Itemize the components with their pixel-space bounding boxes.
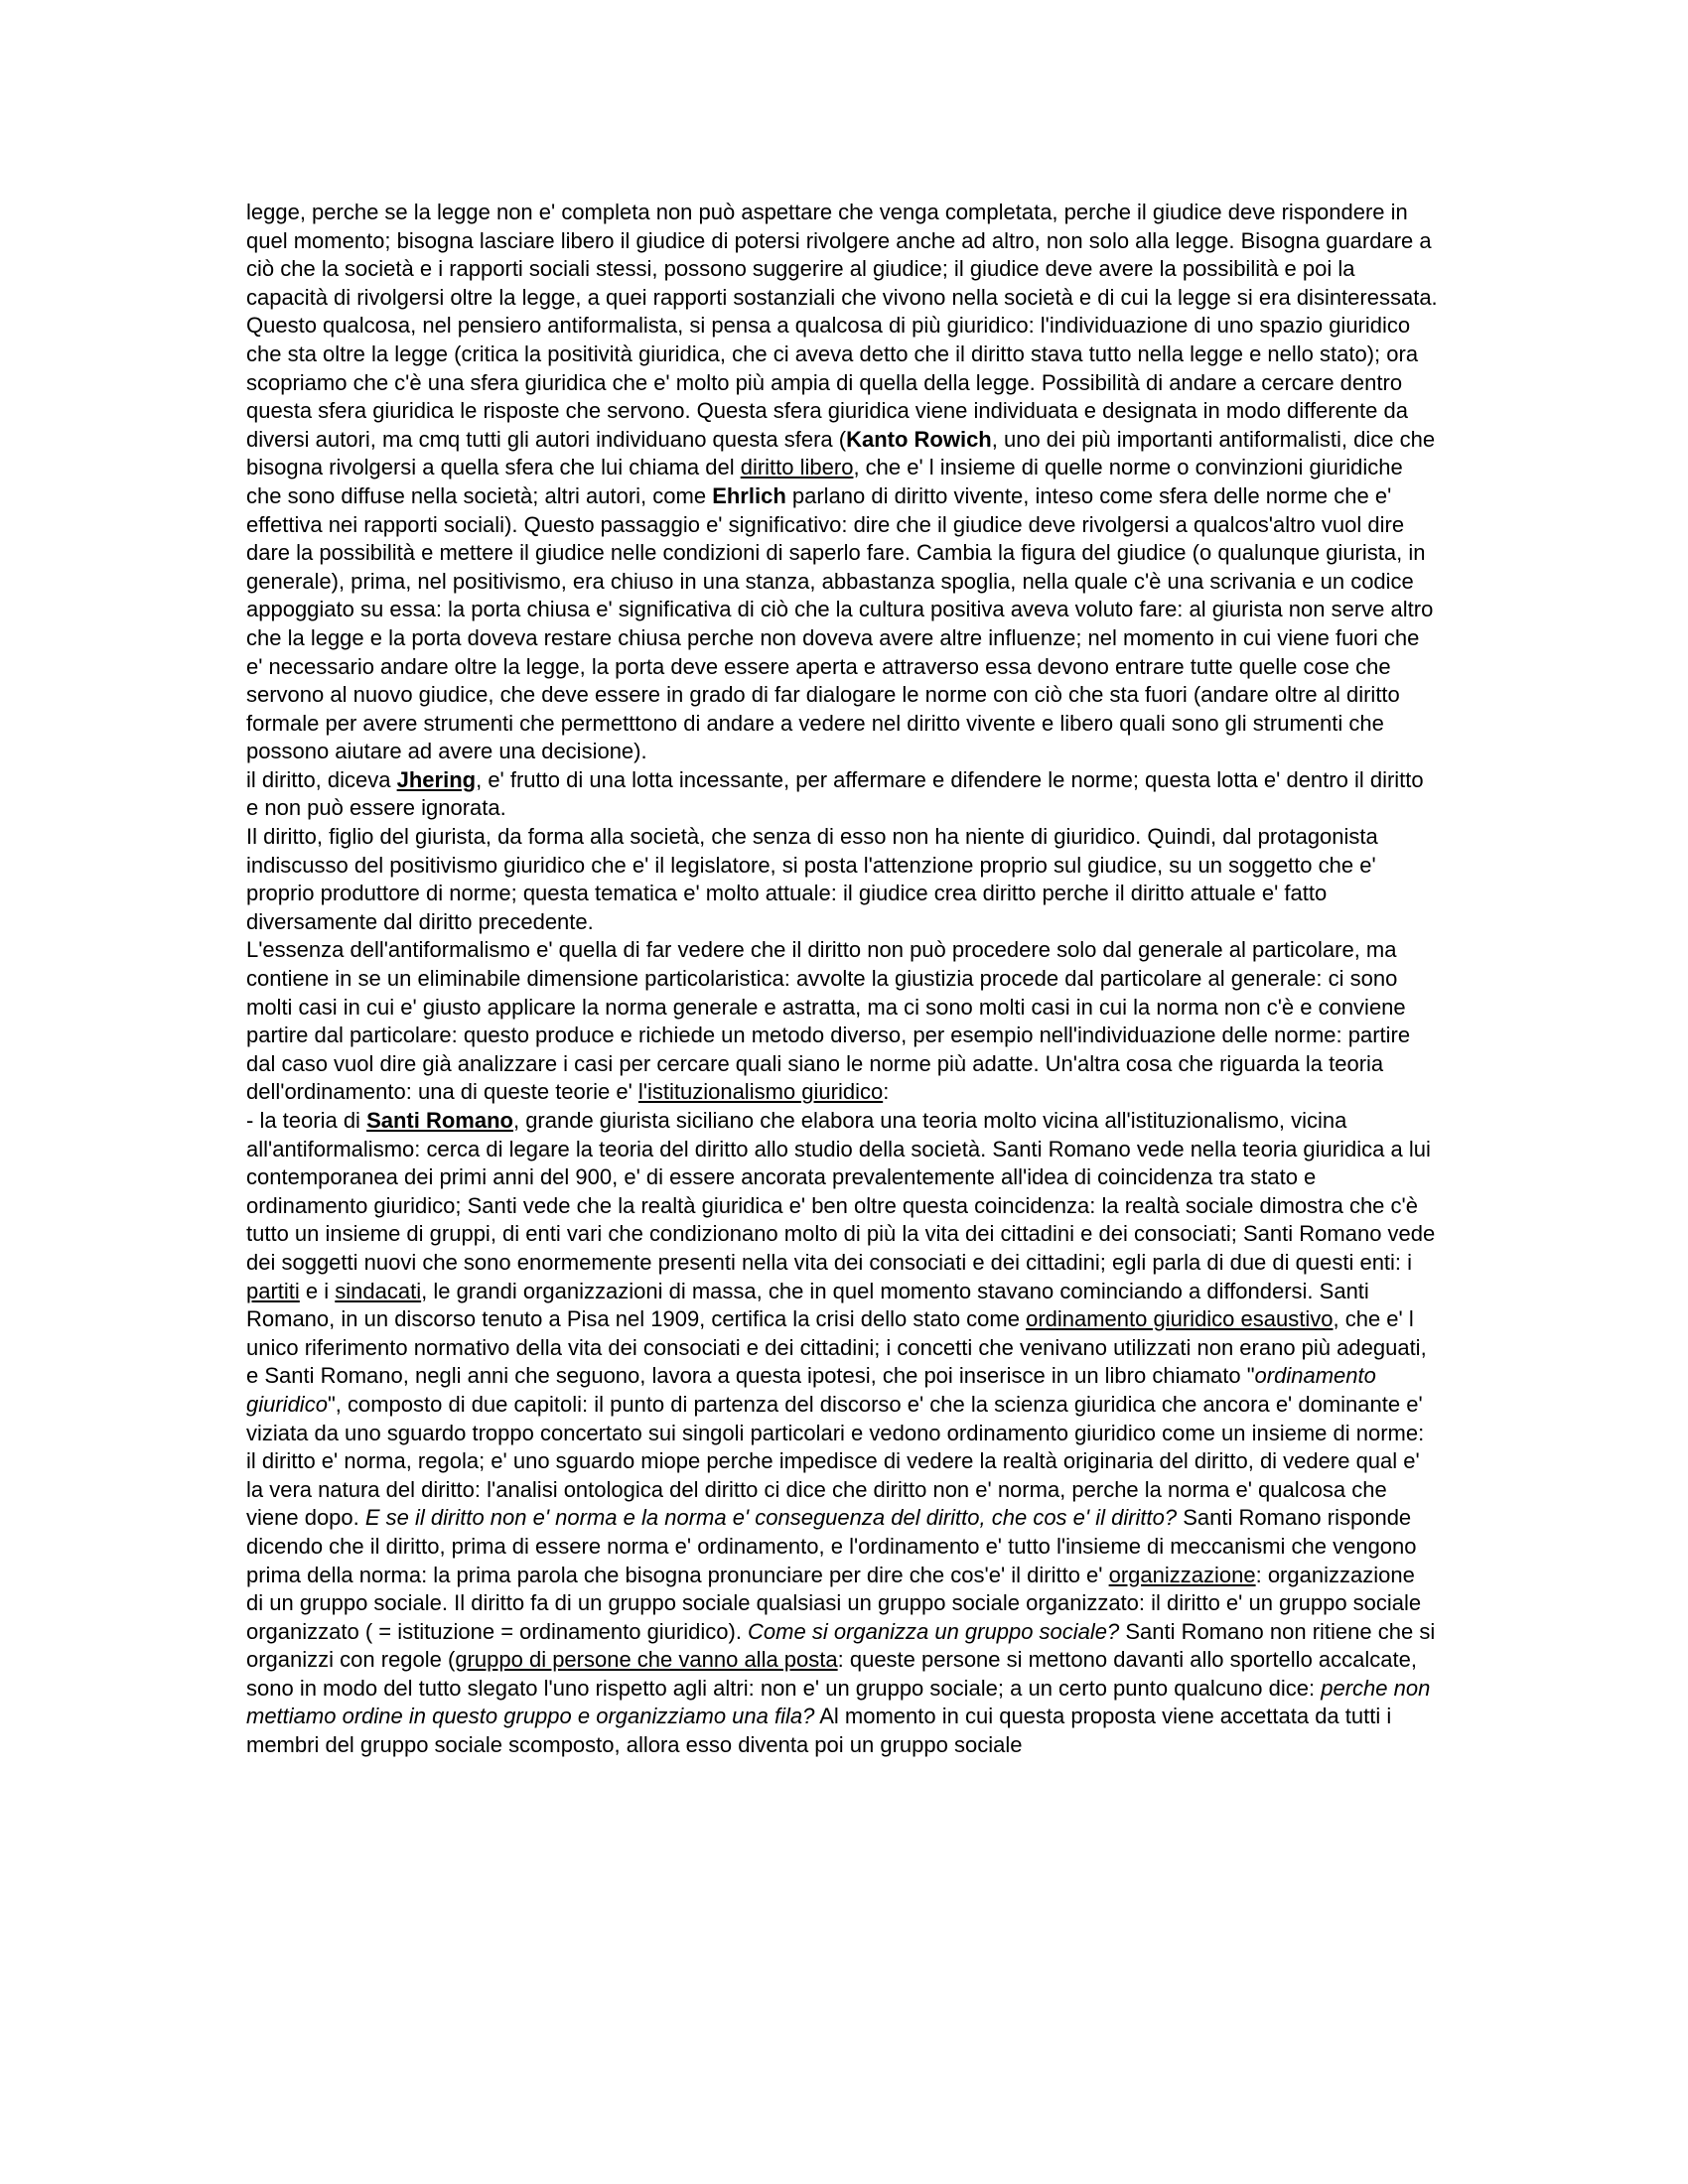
text-run: - la teoria di <box>246 1108 367 1133</box>
text-run: , che e' l unico riferimento normativo della vita dei consociati e dei cittadini; i concetti che venivano utilizzati non erano più adeguati, e Santi Romano, negli anni che seguono, lavora a questa ipotesi, che poi inserisce in un libro chiamato " <box>246 1306 1427 1389</box>
text-run: , grande giurista siciliano che elabora una teoria molto vicina all'istituzionalismo, vicina all'antiformalismo: cerca di legare la teoria del diritto allo studio della società. Santi Romano vede nella teoria giuridica a lui contemporanea dei primi anni del 900, e' di essere ancorata prevalentemente all'idea di coincidenza tra stato e ordinamento giuridico; Santi vede che la realtà giuridica e' ben oltre questa coincidenza: la realtà sociale dimostra che c'è tutto un insieme di gruppi, di enti vari che condizionano molto di più la vita dei cittadini e dei consociati; Santi Romano vede dei soggetti nuovi che sono enormemente presenti nella vita dei consociati e dei cittadini; egli parla di due di questi enti: i <box>246 1108 1436 1275</box>
bold-text-run: Ehrlich <box>712 482 786 508</box>
text-run: , le grandi organizzazioni di massa, che in quel momento stavano cominciando a diffondersi. Santi Romano, in un discorso tenuto a Pisa nel 1909, certifica la crisi dello stato come <box>246 1278 1369 1332</box>
text-run: , uno dei più importanti antiformalisti, dice che bisogna rivolgersi a quella sfera che lui chiama del <box>246 426 1436 480</box>
bold-text-run: Kanto Rowich <box>846 426 992 452</box>
text-run: legge, perche se la legge non e' completa non può aspettare che venga completata, perche il giudice deve rispondere in quel momento; bisogna lasciare libero il giudice di potersi rivolgere anche ad altro, non solo alla legge. Bisogna guardare a ciò che la società e i rapporti sociali stessi, possono suggerire al giudice; il giudice deve avere la possibilità e poi la capacità di rivolgersi oltre la legge, a quei rapporti sostanziali che vivono nella società e di cui la legge si era disinteressata. Questo qualcosa, nel pensiero antiformalista, si pensa a qualcosa di più giuridico: l'individuazione di uno spazio giuridico che sta oltre la legge (critica la positività giuridica, che ci aveva detto che il diritto stava tutto nella legge e nello stato); ora scopriamo che c'è una sfera giuridica che e' molto più ampia di quella della legge. Possibilità di andare a cercare dentro questa sfera giuridica le risposte che servono. Questa sfera giuridica viene individuata e designata in modo differente da diversi autori, ma cmq tutti gli autori individuano questa sfera ( <box>246 200 1438 452</box>
underlined-text-run: diritto libero <box>740 455 854 480</box>
paragraph <box>246 823 1438 936</box>
bold-text-run: Jhering <box>396 766 477 792</box>
text-run: parlano di diritto vivente, inteso come sfera delle norme che e' effettiva nei rapporti sociali). Questo passaggio e' significativo: dire che il giudice deve rivolgersi a qualcos'altro vuol dire dare la possibilità e mettere il giudice nelle condizioni di saperlo fare. Cambia la figura del giudice (o qualunque giurista, in generale), prima, nel positivismo, era chiuso in una stanza, abbastanza spoglia, nella quale c'è una scrivania e un codice appoggiato su essa: la porta chiusa e' significativa di ciò che la cultura positiva aveva voluto fare: al giurista non serve altro che la legge e la porta doveva restare chiusa perche non doveva avere altre influenze; nel momento in cui viene fuori che e' necessario andare oltre la legge, la porta deve essere aperta e attraverso essa devono entrare tutte quelle cose che servono al nuovo giudice, che deve essere in grado di far dialogare le norme con ciò che sta fuori (andare oltre al diritto formale per avere strumenti che permetttono di andare a vedere nel diritto vivente e libero quali sono gli strumenti che possono aiutare ad avere una decisione). <box>246 482 1434 764</box>
text-run: ", composto di due capitoli: il punto di partenza del discorso e' che la scienza giuridica che ancora e' dominante e' viziata da uno sguardo troppo concertato sui singoli particolari e vedono ordinamento giuridico come un insieme di norme: il diritto e' norma, regola; e' uno sguardo miope perche impedisce di vedere la realtà originaria del diritto, di vedere qual e' la vera natura del diritto: l'analisi ontologica del diritto ci dice che diritto non e' norma, perche la norma e' qualcosa che viene dopo. <box>246 1391 1425 1531</box>
text-run: Santi Romano risponde dicendo che il diritto, prima di essere norma e' ordinamento, e l'ordinamento e' tutto l'insieme di meccanismi che vengono prima della norma: la prima parola che bisogna pronunciare per dire che cos'e' il diritto e' <box>246 1505 1417 1587</box>
text-run: L'essenza dell'antiformalismo e' quella di far vedere che il diritto non può procedere solo dal generale al particolare, ma contiene in se un eliminabile dimensione particolaristica: avvolte la giustizia procede dal particolare al generale: ci sono molti casi in cui e' giusto applicare la norma generale e astratta, ma ci sono molti casi in cui la norma non c'è e conviene partire dal particolare: questo produce e richiede un metodo diverso, per esempio nell'individuazione delle norme: partire dal caso vuol dire già analizzare i casi per cercare quali siano le norme più adatte. Un'altra cosa che riguarda la teoria dell'ordinamento: una di queste teorie e' <box>246 937 1411 1105</box>
text-run: : <box>883 1079 890 1105</box>
text-run: , e' frutto di una lotta incessante, per affermare e difendere le norme; questa lotta e' dentro il diritto e non può essere ignorata. <box>246 766 1424 821</box>
paragraph <box>246 199 1438 766</box>
paragraph <box>246 766 1438 823</box>
text-run: , che e' l insieme di quelle norme o convinzioni giuridiche che sono diffuse nella società; altri autori, come <box>246 455 1403 508</box>
text-run: : queste persone si mettono davanti allo sportello accalcate, sono in modo del tutto slegato l'uno rispetto agli altri: non e' un gruppo sociale; a un certo punto qualcuno dice: <box>246 1647 1417 1701</box>
underlined-text-run: partiti <box>246 1278 300 1303</box>
text-run: Il diritto, figlio del giurista, da forma alla società, che senza di esso non ha niente di giuridico. Quindi, dal protagonista indiscusso del positivismo giuridico che e' il legislatore, si posta l'attenzione proprio sul giudice, su un soggetto che e' proprio produttore di norme; questa tematica e' molto attuale: il giudice crea diritto perche il diritto attuale e' fatto diversamente dal diritto precedente. <box>246 824 1378 934</box>
italic-text-run: E se il diritto non e' norma e la norma e' conseguenza del diritto, che cos e' il diritto? <box>364 1505 1178 1531</box>
document-page <box>246 199 1438 1760</box>
italic-text-run: Come si organizza un gruppo sociale? <box>748 1618 1120 1644</box>
underlined-text-run: l'istituzionalismo giuridico <box>637 1079 884 1105</box>
text-run: e i <box>299 1278 336 1303</box>
underlined-text-run: sindacati <box>335 1278 422 1303</box>
text-run: Al momento in cui questa proposta viene accettata da tutti i membri del gruppo sociale scomposto, allora esso diventa poi un gruppo sociale <box>246 1704 1392 1758</box>
italic-text-run: ordinamento giuridico <box>246 1363 1376 1417</box>
underlined-text-run: organizzazione <box>1108 1562 1256 1587</box>
italic-text-run: perche non mettiamo ordine in questo gruppo e organizziamo una fila? <box>246 1675 1431 1729</box>
text-run: : organizzazione di un gruppo sociale. Il diritto fa di un gruppo sociale qualsiasi un gruppo sociale organizzato: il diritto e' un gruppo sociale organizzato ( = istituzione = ordinamento giuridico). <box>246 1562 1422 1644</box>
paragraph <box>246 936 1438 1107</box>
text-run: il diritto, diceva <box>246 766 397 792</box>
underlined-text-run: ordinamento giuridico esaustivo <box>1026 1306 1334 1332</box>
bold-text-run: Santi Romano <box>366 1108 513 1133</box>
text-run: Santi Romano non ritiene che si organizzi con regole ( <box>246 1618 1436 1673</box>
paragraph <box>246 1107 1438 1760</box>
underlined-text-run: gruppo di persone che vanno alla posta <box>455 1647 838 1673</box>
